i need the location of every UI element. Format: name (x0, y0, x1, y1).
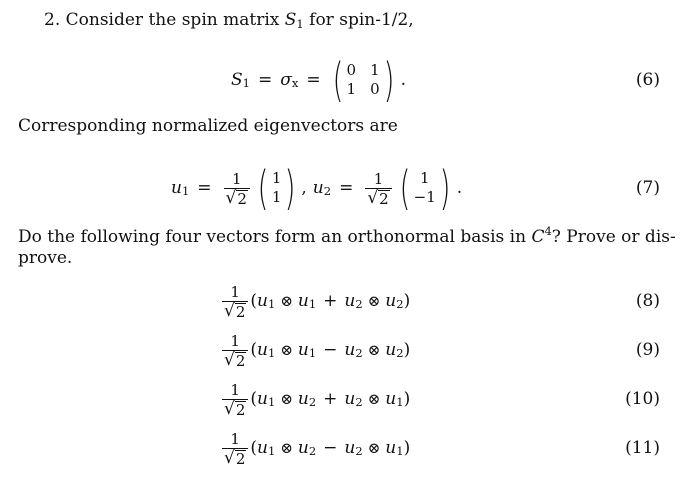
subscript: 1 (308, 346, 317, 360)
intro-tail: for spin-1/2, (309, 10, 414, 30)
equation-number-11: (11) (625, 438, 660, 458)
radicand: 2 (237, 189, 247, 208)
equation-9 (222, 327, 410, 373)
equation-10 (222, 376, 410, 422)
left-paren: ( (250, 389, 258, 409)
denominator (222, 399, 248, 418)
u-symbol: u (297, 340, 309, 360)
tensor-product-sign: ⊗ (367, 292, 381, 310)
tensor-product-sign: ⊗ (280, 341, 293, 359)
intro-text: Consider the spin matrix (65, 10, 280, 30)
u-symbol: u (257, 438, 268, 458)
u-symbol: u (297, 291, 309, 311)
matrix-cell: 1 (370, 61, 380, 79)
right-paren: ) (403, 389, 411, 409)
comma: , (301, 178, 307, 198)
subscript: 1 (396, 395, 404, 409)
radicand: 2 (235, 302, 246, 321)
equals-sign: = (339, 178, 354, 198)
matrix-cell: 1 (346, 80, 357, 98)
u-symbol: u (344, 389, 356, 409)
subscript: 2 (323, 184, 332, 198)
subscript: 1 (308, 297, 317, 311)
left-paren: ( (250, 340, 258, 360)
u-symbol: u (385, 291, 397, 311)
left-paren: ( (257, 161, 269, 215)
fraction (222, 283, 248, 320)
sigma-symbol: σ (280, 70, 292, 90)
fraction (222, 332, 248, 369)
right-paren: ) (285, 161, 296, 215)
eigenvector-sentence: Corresponding normalized eigenvectors are (18, 116, 398, 136)
equation-11 (222, 425, 410, 471)
tensor-product-sign: ⊗ (280, 390, 293, 408)
sqrt-sign: √ (224, 300, 235, 321)
left-paren: ( (250, 438, 258, 458)
denominator (222, 448, 248, 467)
subscript: 1 (267, 444, 276, 458)
vector-entry: 1 (419, 169, 430, 187)
question-text: Do the following four vectors form an orthonormal basis in (18, 227, 527, 247)
sqrt-sign: √ (224, 398, 235, 419)
subscript: x (291, 76, 299, 90)
u-symbol: u (385, 389, 397, 409)
left-paren: ( (399, 161, 411, 215)
equation-number-9: (9) (635, 340, 660, 360)
denominator (224, 188, 250, 207)
radicand: 2 (235, 351, 246, 370)
equation-number-8: (8) (635, 291, 660, 311)
u-symbol: u (257, 389, 268, 409)
u-symbol: u (312, 178, 324, 198)
subscript: 1 (396, 444, 404, 458)
subscript: 2 (355, 346, 363, 360)
vector (272, 169, 282, 207)
sqrt-sign: √ (367, 187, 379, 208)
matrix-cell: 0 (346, 61, 357, 79)
subscript: 1 (267, 346, 276, 360)
equation-8 (222, 278, 410, 324)
problem-number: 2. (44, 10, 61, 30)
tensor-product-sign: ⊗ (367, 439, 381, 457)
tensor-product-sign: ⊗ (367, 341, 381, 359)
subscript: 2 (355, 395, 363, 409)
sqrt-sign: √ (225, 187, 237, 208)
subscript: 1 (296, 17, 304, 31)
u-symbol: u (257, 340, 268, 360)
subscript: 1 (242, 76, 250, 90)
denominator (222, 350, 248, 369)
radicand: 2 (235, 400, 246, 419)
numerator: 1 (230, 331, 240, 350)
u-symbol: u (344, 438, 356, 458)
fraction (224, 170, 250, 207)
vector-entry: 1 (271, 169, 282, 187)
radicand: 2 (379, 189, 389, 208)
fraction (222, 430, 248, 467)
question-line-2: prove. (18, 248, 73, 268)
subscript: 1 (267, 395, 276, 409)
fraction (365, 170, 391, 207)
numerator: 1 (230, 429, 240, 448)
equation-number-7: (7) (635, 178, 660, 198)
numerator: 1 (230, 282, 240, 301)
tensor-product-sign: ⊗ (280, 292, 293, 310)
right-paren: ) (403, 438, 411, 458)
tensor-product-sign: ⊗ (367, 390, 381, 408)
equals-sign: = (306, 70, 321, 90)
u-symbol: u (385, 340, 397, 360)
tensor-product-sign: ⊗ (280, 439, 293, 457)
subscript: 2 (396, 297, 404, 311)
right-paren: ) (403, 291, 411, 311)
right-paren: ) (439, 161, 451, 215)
right-paren: ) (383, 53, 395, 107)
equals-sign: = (257, 70, 273, 90)
subscript: 2 (396, 346, 404, 360)
equation-number-6: (6) (635, 70, 660, 90)
S-symbol: S (231, 70, 243, 90)
equals-sign: = (197, 178, 212, 198)
right-paren: ) (403, 340, 411, 360)
denominator (222, 301, 248, 320)
plus-sign: + (323, 291, 338, 311)
equation-6 (231, 53, 406, 107)
equation-7 (171, 161, 463, 215)
superscript: 4 (544, 224, 552, 238)
u-symbol: u (385, 438, 397, 458)
numerator: 1 (231, 169, 242, 188)
problem-statement (44, 10, 414, 31)
period: . (400, 70, 406, 90)
period: . (456, 178, 463, 198)
denominator (365, 188, 391, 207)
subscript: 2 (355, 297, 363, 311)
subscript: 2 (355, 444, 363, 458)
left-paren: ( (332, 53, 343, 107)
vector (414, 169, 436, 207)
radicand: 2 (235, 449, 246, 468)
complex-space-symbol: C (531, 227, 545, 247)
question-line-1 (18, 224, 676, 248)
u-symbol: u (344, 340, 356, 360)
fraction (222, 381, 248, 418)
numerator: 1 (373, 169, 384, 188)
vector-entry: 1 (271, 188, 282, 206)
u-symbol: u (297, 389, 309, 409)
matrix-cell: 0 (370, 80, 380, 98)
vector-entry: −1 (413, 188, 436, 206)
left-paren: ( (250, 291, 258, 311)
sqrt-sign: √ (224, 349, 235, 370)
subscript: 2 (308, 444, 317, 458)
sqrt-sign: √ (224, 447, 235, 468)
equation-number-10: (10) (625, 389, 660, 409)
u-symbol: u (297, 438, 309, 458)
minus-sign: − (323, 438, 338, 458)
u-symbol: u (171, 178, 182, 198)
subscript: 2 (308, 395, 317, 409)
spin-symbol: S (284, 10, 297, 30)
minus-sign: − (323, 340, 338, 360)
question-text: ? Prove or dis- (551, 227, 676, 247)
subscript: 1 (181, 184, 190, 198)
u-symbol: u (344, 291, 356, 311)
subscript: 1 (267, 297, 276, 311)
u-symbol: u (257, 291, 268, 311)
plus-sign: + (323, 389, 338, 409)
numerator: 1 (230, 380, 240, 399)
matrix (347, 61, 380, 99)
